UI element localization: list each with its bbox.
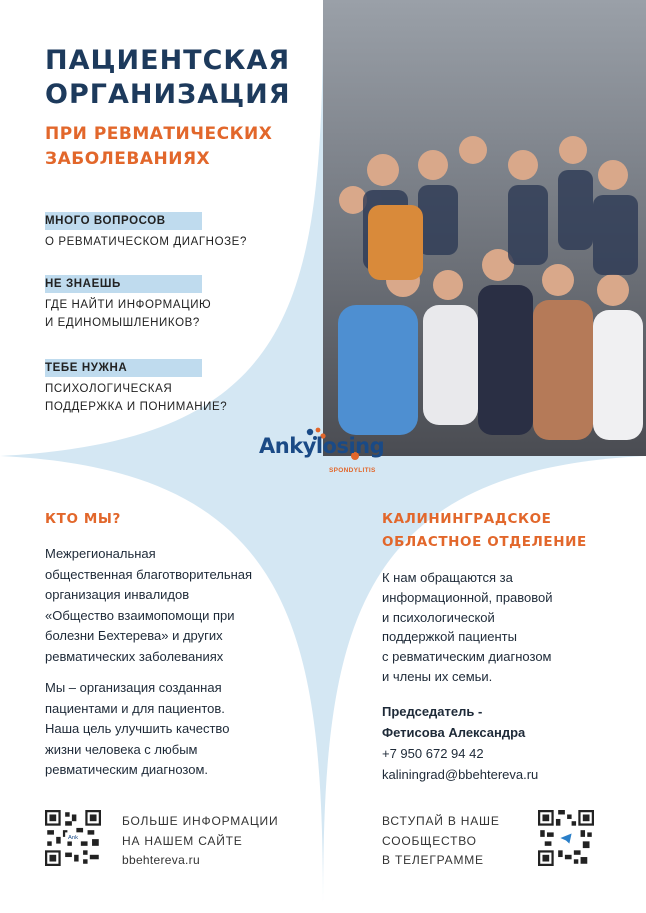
question-line: И ЕДИНОМЫШЛЕНИКОВ?: [45, 317, 200, 329]
qr-code-website-icon[interactable]: [45, 810, 101, 866]
group-photo: [323, 0, 646, 456]
heading-line: КАЛИНИНГРАДСКОЕ: [382, 511, 552, 527]
footer-line: В ТЕЛЕГРАММЕ: [382, 853, 484, 867]
who-heading: КТО МЫ?: [45, 511, 121, 527]
text-line: К нам обращаются за: [382, 570, 513, 585]
footer-line: НА НАШЕМ САЙТЕ: [122, 833, 243, 848]
chair-label: Председатель -: [382, 704, 483, 719]
question-block: [45, 275, 211, 329]
text-line: Мы – организация созданная: [45, 680, 222, 695]
text-line: и психологической: [382, 609, 495, 625]
branch-paragraph: [382, 568, 553, 687]
svg-text:Ank: Ank: [67, 835, 79, 842]
question-line: О РЕВМАТИЧЕСКОМ ДИАГНОЗЕ?: [45, 236, 247, 248]
question-highlight: ТЕБЕ НУЖНА: [45, 359, 202, 377]
page-subtitle: [45, 122, 272, 172]
text-line: и члены их семьи.: [382, 668, 493, 684]
footer-telegram: [382, 812, 500, 871]
text-line: жизни человека с любым: [45, 741, 198, 757]
text-line: ревматическим диагнозом.: [45, 762, 208, 777]
footer-website: [122, 812, 278, 871]
question-block: [45, 212, 247, 248]
chair-name: Фетисова Александра: [382, 725, 526, 740]
page-title: [45, 44, 291, 112]
logo-subtext: SPONDYLITIS: [329, 467, 376, 474]
text-line: информационной, правовой: [382, 589, 553, 605]
footer-line: СООБЩЕСТВО: [382, 833, 477, 848]
question-highlight: НЕ ЗНАЕШЬ: [45, 275, 202, 293]
who-paragraph-2: [45, 678, 229, 781]
text-line: болезни Бехтерева» и других: [45, 628, 223, 643]
email-link[interactable]: kaliningrad@bbehtereva.ru: [382, 767, 539, 782]
text-line: поддержкой пациенты: [382, 629, 517, 645]
website-link[interactable]: bbehtereva.ru: [122, 853, 200, 867]
logo-text: Ankylosing: [259, 434, 385, 458]
phone-link[interactable]: +7 950 672 94 42: [382, 746, 484, 761]
text-line: «Общество взаимопомощи при: [45, 607, 235, 623]
text-line: с ревматическим диагнозом: [382, 649, 552, 665]
question-line: ПОДДЕРЖКА И ПОНИМАНИЕ?: [45, 401, 228, 413]
title-line: ОРГАНИЗАЦИЯ: [45, 79, 291, 110]
qr-code-telegram-icon[interactable]: [538, 810, 594, 866]
branch-heading: [382, 508, 587, 554]
subtitle-line: ПРИ РЕВМАТИЧЕСКИХ: [45, 124, 273, 144]
text-line: общественная благотворительная: [45, 566, 253, 582]
question-highlight: МНОГО ВОПРОСОВ: [45, 212, 202, 230]
text-line: ревматических заболеваниях: [45, 648, 224, 664]
question-line: ГДЕ НАЙТИ ИНФОРМАЦИЮ: [45, 299, 212, 311]
text-line: пациентами и для пациентов.: [45, 700, 225, 716]
question-block: [45, 359, 227, 413]
text-line: организация инвалидов: [45, 587, 190, 602]
ankylosing-logo: [257, 426, 397, 486]
subtitle-line: ЗАБОЛЕВАНИЯХ: [45, 149, 211, 169]
text-line: Наша цель улучшить качество: [45, 721, 230, 736]
heading-line: ОБЛАСТНОЕ ОТДЕЛЕНИЕ: [382, 534, 587, 550]
footer-line: ВСТУПАЙ В НАШЕ: [382, 814, 500, 828]
branch-contacts: [382, 701, 538, 785]
title-line: ПАЦИЕНТСКАЯ: [45, 45, 291, 76]
question-line: ПСИХОЛОГИЧЕСКАЯ: [45, 383, 173, 395]
text-line: Межрегиональная: [45, 546, 156, 561]
who-paragraph-1: [45, 544, 252, 667]
footer-line: БОЛЬШЕ ИНФОРМАЦИИ: [122, 814, 279, 828]
